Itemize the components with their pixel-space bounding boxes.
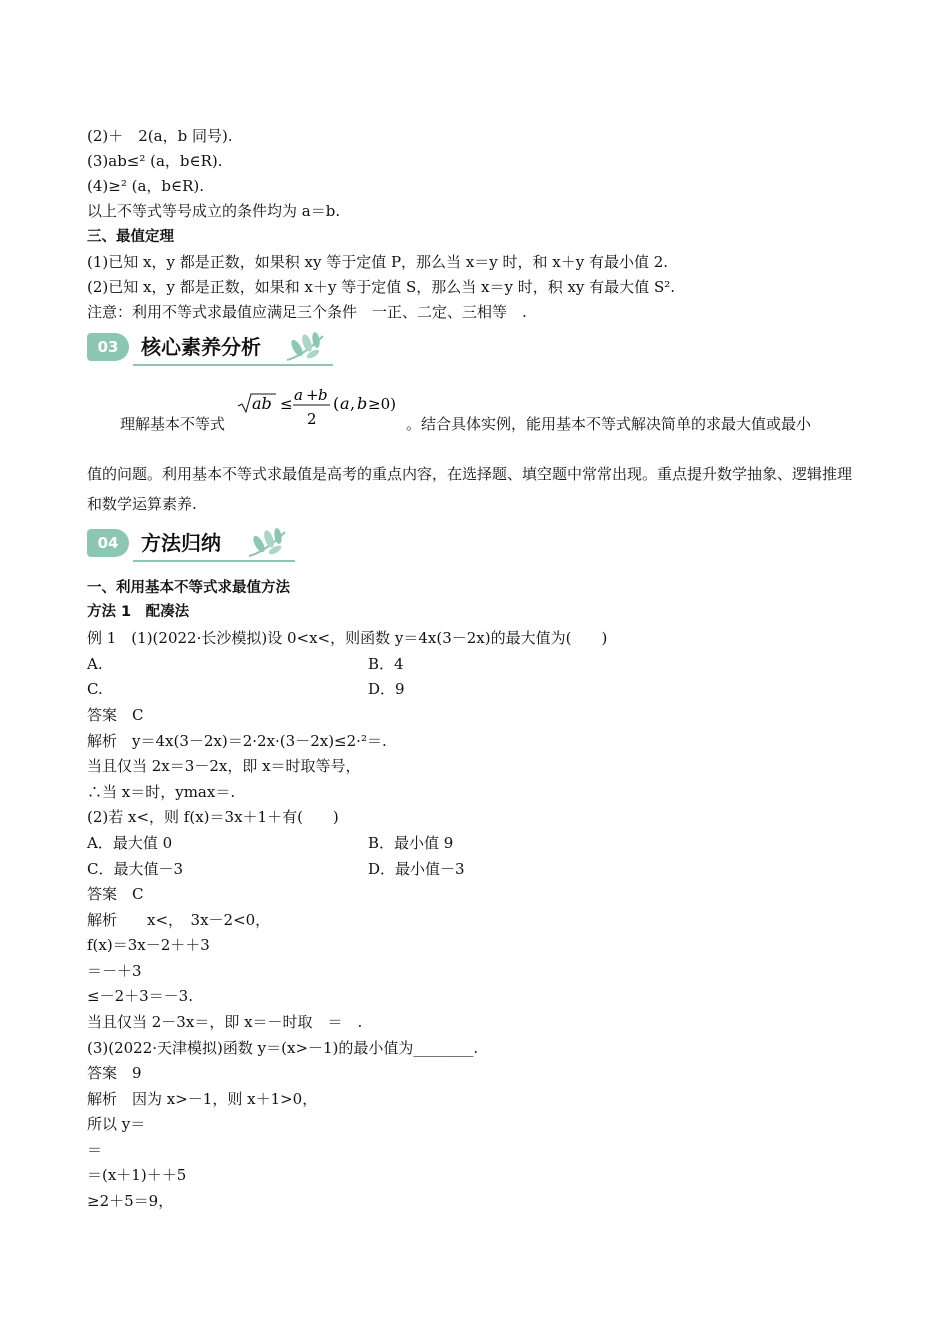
banner-underline xyxy=(133,364,333,366)
text-line: 以上不等式等号成立的条件均为 a＝b. xyxy=(87,202,341,220)
solution-line: ＝－＋3 xyxy=(87,962,142,980)
svg-text:a: a xyxy=(294,386,303,404)
method-heading: 一、利用基本不等式求最值方法 xyxy=(87,580,290,596)
solution-line: 当且仅当 2x＝3－2x，即 x＝时取等号， xyxy=(87,757,361,775)
text-line: (2)已知 x，y 都是正数，如果和 x＋y 等于定值 S，那么当 x＝y 时，积 xy 有最大值 S². xyxy=(87,278,675,296)
svg-text:(: ( xyxy=(333,394,340,413)
svg-text:2: 2 xyxy=(307,410,317,428)
text-line: (1)已知 x，y 都是正数，如果积 xy 等于定值 P，那么当 x＝y 时，和 x＋y 有最小值 2. xyxy=(87,253,669,271)
analysis-intro: 理解基本不等式 xyxy=(120,415,226,433)
svg-text:≤: ≤ xyxy=(280,395,293,413)
solution-line: 当且仅当 2－3x＝，即 x＝－时取 ＝ . xyxy=(87,1013,363,1031)
solution-line: 解析 x<， 3x－2<0， xyxy=(87,911,271,929)
text-line: (2)＋ 2(a，b 同号). xyxy=(87,127,233,145)
section-banner-04 xyxy=(87,526,297,562)
solution-line: ＝(x＋1)＋＋5 xyxy=(87,1166,187,1184)
option: A. xyxy=(87,655,103,673)
svg-text:ab: ab xyxy=(252,394,272,413)
analysis-paragraph: 值的问题。利用基本不等式求最值是高考的重点内容，在选择题、填空题中常常出现。重点提升数学抽象、逻辑推理和数学运算素养. xyxy=(87,465,853,513)
option: A．最大值 0 xyxy=(87,834,173,852)
solution-line: ＝ xyxy=(87,1141,103,1159)
method-subheading: 方法 1 配凑法 xyxy=(87,604,190,620)
solution-line: ≤－2＋3＝－3. xyxy=(87,987,193,1005)
section-banner-03 xyxy=(87,330,337,366)
svg-text:≥0): ≥0) xyxy=(368,395,396,413)
option: D．9 xyxy=(368,680,405,698)
section-title: 方法归纳 xyxy=(141,531,221,555)
svg-text:b: b xyxy=(357,394,368,413)
section-title: 核心素养分析 xyxy=(141,335,261,359)
inequality-formula xyxy=(236,382,406,430)
answer: 答案 C xyxy=(87,706,144,724)
banner-underline xyxy=(133,560,295,562)
answer: 答案 9 xyxy=(87,1064,142,1082)
solution-line: f(x)＝3x－2＋＋3 xyxy=(87,936,210,954)
solution-line: 解析 y＝4x(3－2x)＝2·2x·(3－2x)≤2·²＝. xyxy=(87,732,387,750)
svg-text:+: + xyxy=(306,386,319,404)
analysis-text-start: 。结合具体实例，能用基本不等式解决简单的求最大值或最小 xyxy=(406,415,812,433)
section-number-badge: 04 xyxy=(87,529,129,557)
solution-line: ∴当 x＝时，ymax＝. xyxy=(87,783,236,801)
option: C. xyxy=(87,680,103,698)
text-line: 注意：利用不等式求最值应满足三个条件 一正、二定、三相等 . xyxy=(87,303,527,321)
svg-text:b: b xyxy=(318,386,328,404)
solution-line: ≥2＋5＝9， xyxy=(87,1192,174,1210)
option: C．最大值－3 xyxy=(87,860,184,878)
svg-text:,: , xyxy=(350,394,356,413)
option: D．最小值－3 xyxy=(368,860,465,878)
example-question: (3)(2022·天津模拟)函数 y＝(x>－1)的最小值为________. xyxy=(87,1039,479,1057)
leaf-icon xyxy=(245,526,291,560)
solution-line: 解析 因为 x>－1，则 x＋1>0， xyxy=(87,1090,318,1108)
text-line: (3)ab≤² (a，b∈R). xyxy=(87,152,223,170)
example-question: 例 1 (1)(2022·长沙模拟)设 0<x<，则函数 y＝4x(3－2x)的最大值为( ) xyxy=(87,629,608,647)
example-question: (2)若 x<，则 f(x)＝3x＋1＋有( ) xyxy=(87,808,339,826)
option: B．4 xyxy=(368,655,404,673)
svg-text:a: a xyxy=(340,394,350,413)
answer: 答案 C xyxy=(87,885,144,903)
leaf-icon xyxy=(283,330,329,364)
section-number-badge: 03 xyxy=(87,333,129,361)
text-line: (4)≥² (a，b∈R). xyxy=(87,177,205,195)
solution-line: 所以 y＝ xyxy=(87,1115,146,1133)
section-heading: 三、最值定理 xyxy=(87,229,174,245)
option: B．最小值 9 xyxy=(368,834,454,852)
